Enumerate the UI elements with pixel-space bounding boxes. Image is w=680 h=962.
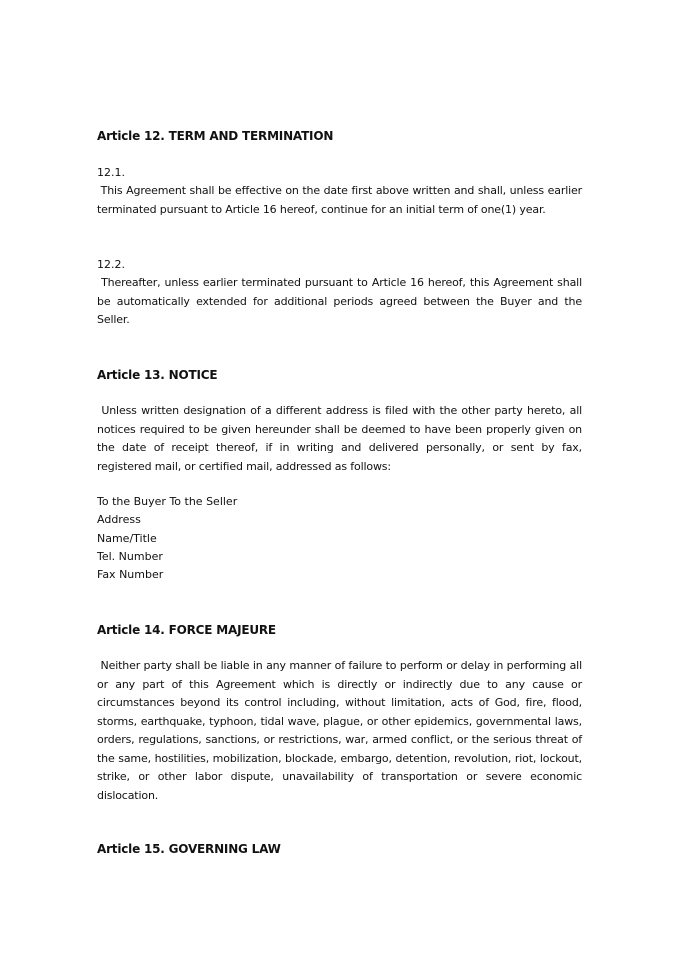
article-13-text: Unless written designation of a different address is filed with the other party hereto, all notices required to be given hereunder shall be deemed to have been properly given on the date of receipt thereof, if in writing and delivered personally, or sent by fax, registered mail, or certified mail, addressed as follows: [97, 404, 582, 473]
address-line-parties: To the Buyer To the Seller [97, 495, 238, 508]
article-15-heading: Article 15. GOVERNING LAW [97, 842, 281, 856]
article-12-heading: Article 12. TERM AND TERMINATION [97, 129, 334, 143]
article-14-text: Neither party shall be liable in any manner of failure to perform or delay in performing all or any part of this Agreement which is directly or indirectly due to any cause or circumstances beyond its control including, without limitation, acts of God, fire, flood, storms, earthquake, typhoon, tidal wave, plague, or other epidemics, governmental laws, orders, regulations, sanctions, or restrictions, war, armed conflict, or the serious threat of the same, hostilities, mobilization, blockade, embargo, detention, revolution, riot, lockout, strike, or other labor dispute, unavailability of transportation or severe economic dislocation. [97, 659, 582, 802]
address-line-address: Address [97, 513, 141, 526]
article-14-heading: Article 14. FORCE MAJEURE [97, 623, 276, 637]
section-12-2-number: 12.2. [97, 258, 125, 271]
address-line-name-title: Name/Title [97, 532, 157, 545]
section-12-1-number: 12.1. [97, 166, 125, 179]
address-line-tel: Tel. Number [97, 550, 163, 563]
section-12-1-text: This Agreement shall be effective on the date first above written and shall, unless earlier terminated pursuant to Article 16 hereof, continue for an initial term of one(1) year. [97, 184, 582, 216]
section-12-2-text: Thereafter, unless earlier terminated pursuant to Article 16 hereof, this Agreement shall be automatically extended for additional periods agreed between the Buyer and the Seller. [97, 276, 582, 326]
address-line-fax: Fax Number [97, 568, 164, 581]
article-13-heading: Article 13. NOTICE [97, 368, 218, 382]
